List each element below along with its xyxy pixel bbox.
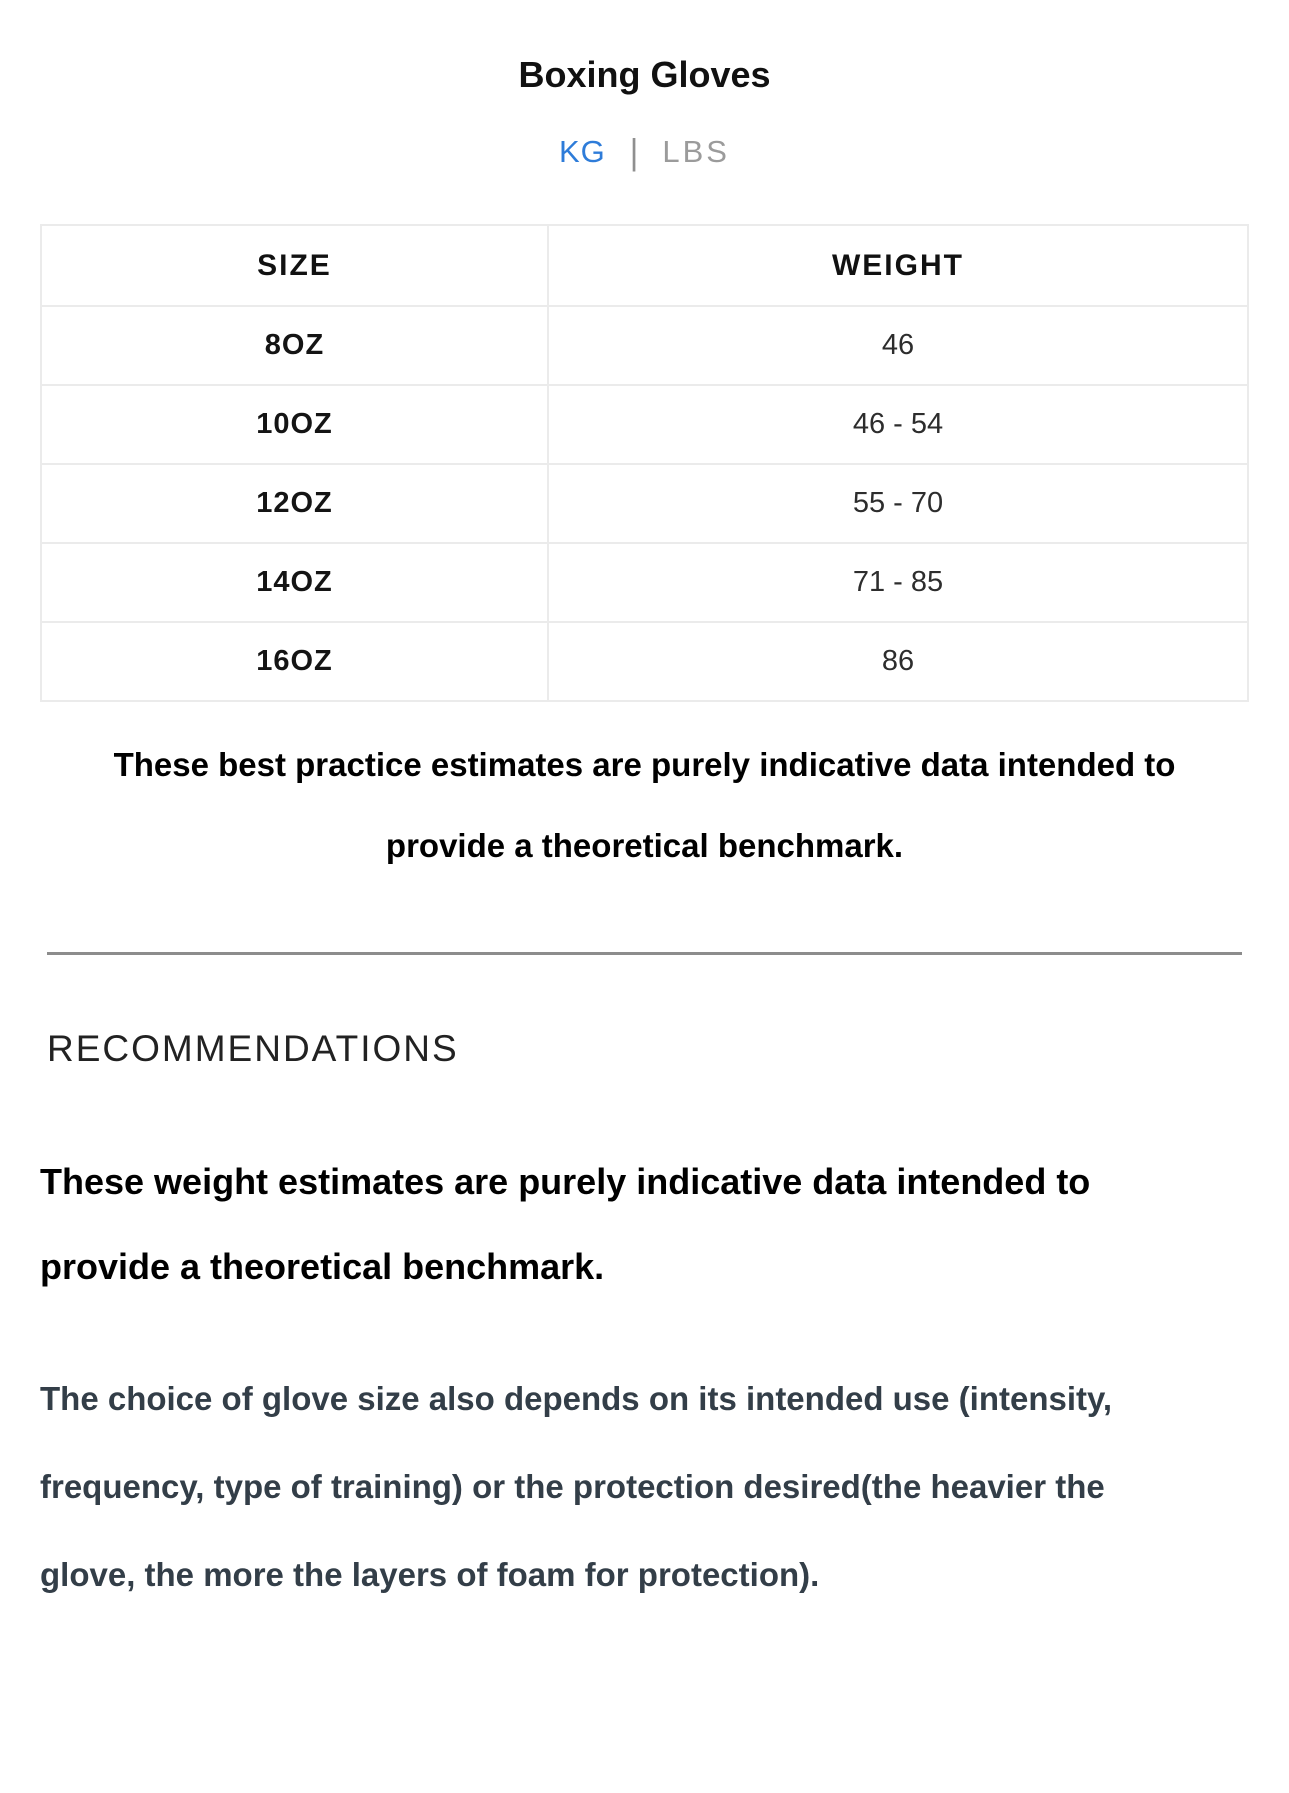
- size-cell: 8OZ: [41, 306, 548, 385]
- unit-separator: |: [629, 131, 639, 172]
- size-weight-table: [40, 224, 1249, 702]
- weight-cell: 55 - 70: [548, 464, 1248, 543]
- page-title: Boxing Gloves: [518, 54, 771, 95]
- size-cell: 10OZ: [41, 385, 548, 464]
- size-cell: 16OZ: [41, 622, 548, 701]
- weight-cell: 71 - 85: [548, 543, 1248, 622]
- weight-cell: 46: [548, 306, 1248, 385]
- table-header-row: [41, 225, 1248, 306]
- recommendations-heading: RECOMMENDATIONS: [47, 1028, 459, 1069]
- recommendations-paragraph-1: These weight estimates are purely indicative data intended to provide a theoretical benchmark.: [40, 1161, 1091, 1287]
- table-note: These best practice estimates are purely indicative data intended to provide a theoretical benchmark.: [113, 746, 1176, 864]
- table-row: [41, 306, 1248, 385]
- table-row: [41, 464, 1248, 543]
- size-cell: 12OZ: [41, 464, 548, 543]
- table-row: [41, 385, 1248, 464]
- section-divider: [47, 952, 1242, 955]
- weight-cell: 46 - 54: [548, 385, 1248, 464]
- table-row: [41, 543, 1248, 622]
- weight-column-header: WEIGHT: [548, 225, 1248, 306]
- unit-toggle: [40, 132, 1249, 172]
- unit-lbs-button[interactable]: LBS: [662, 134, 730, 169]
- unit-kg-button[interactable]: KG: [559, 134, 606, 169]
- size-guide-page: [0, 52, 1289, 1619]
- size-cell: 14OZ: [41, 543, 548, 622]
- size-column-header: SIZE: [41, 225, 548, 306]
- table-row: [41, 622, 1248, 701]
- weight-cell: 86: [548, 622, 1248, 701]
- recommendations-paragraph-2: The choice of glove size also depends on its intended use (intensity, frequency, type of training) or the protection desired(the heavier the glove, the more the layers of foam for protection).: [40, 1380, 1113, 1593]
